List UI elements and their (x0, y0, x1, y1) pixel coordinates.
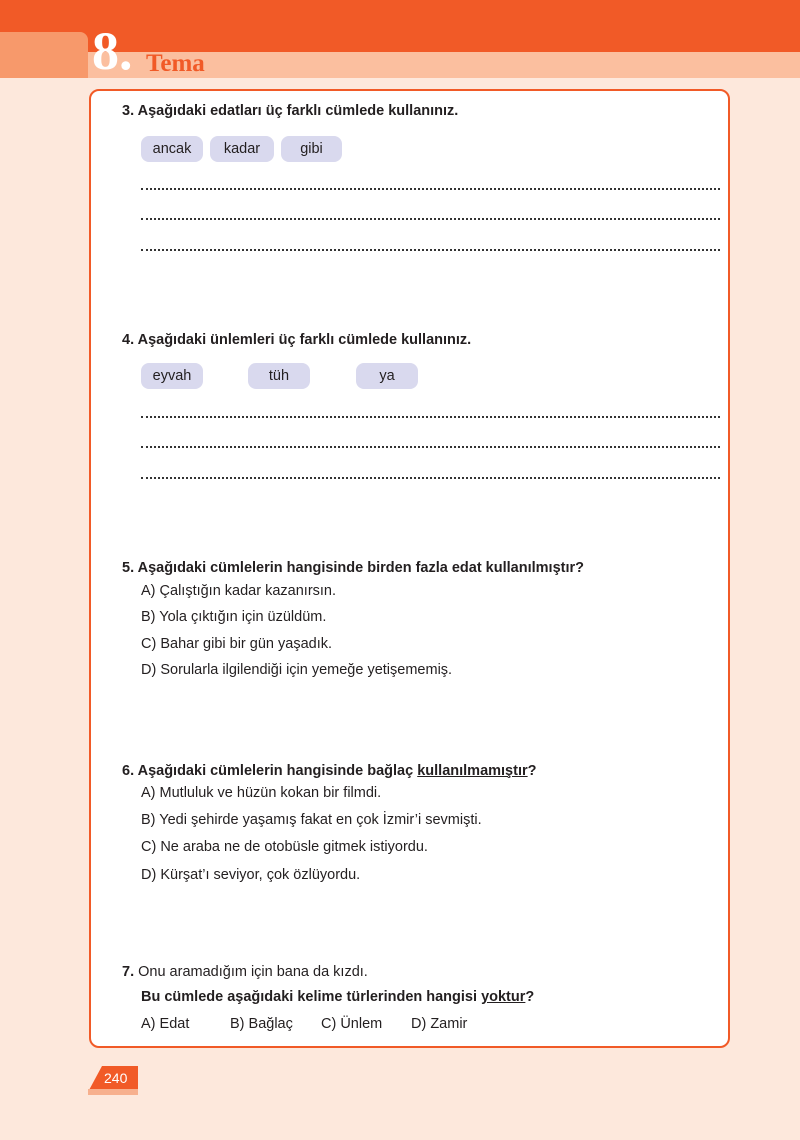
question-6-text: Aşağıdaki cümlelerin hangisinde bağlaç (137, 763, 418, 779)
question-7-number: 7. (122, 964, 135, 980)
option-d[interactable]: D) Zamir (411, 1016, 468, 1032)
option-b[interactable]: B) Bağlaç (230, 1016, 293, 1032)
option-b[interactable]: B) Yola çıktığın için üzüldüm. (141, 609, 327, 625)
chapter-tab (0, 32, 88, 78)
option-c[interactable]: C) Ne araba ne de otobüsle gitmek istiyordu. (141, 839, 428, 855)
answer-line[interactable] (141, 245, 720, 251)
question-5-text: Aşağıdaki cümlelerin hangisinde birden fazla edat kullanılmıştır? (137, 560, 584, 576)
chapter-title: Tema (146, 50, 205, 77)
question-7-prompt (141, 987, 534, 1007)
chip-tuh: tüh (248, 363, 310, 389)
question-4 (122, 330, 471, 350)
option-b[interactable]: B) Yedi şehirde yaşamış fakat en çok İzmir’i sevmişti. (141, 812, 482, 828)
answer-line[interactable] (141, 412, 720, 418)
question-3 (122, 101, 458, 121)
chapter-number: 8. (92, 21, 133, 81)
chip-ancak: ancak (141, 136, 203, 162)
question-6-mark: ? (527, 763, 537, 779)
question-7 (122, 962, 368, 982)
option-a[interactable]: A) Mutluluk ve hüzün kokan bir filmdi. (141, 785, 382, 801)
question-3-text: Aşağıdaki edatları üç farklı cümlede kullanınız. (137, 103, 459, 119)
question-7-emphasis: yoktur (481, 989, 526, 1005)
answer-line[interactable] (141, 473, 720, 479)
chip-kadar: kadar (210, 136, 274, 162)
page-number: 240 (104, 1070, 128, 1086)
chip-ya: ya (356, 363, 418, 389)
question-3-number: 3. (122, 103, 135, 119)
question-5 (122, 558, 584, 578)
chip-eyvah: eyvah (141, 363, 203, 389)
option-c[interactable]: C) Bahar gibi bir gün yaşadık. (141, 636, 333, 652)
page-number-shade (88, 1089, 138, 1095)
question-6-emphasis: kullanılmamıştır (417, 763, 528, 779)
question-6-number: 6. (122, 763, 135, 779)
option-a[interactable]: A) Çalıştığın kadar kazanırsın. (141, 583, 337, 599)
answer-line[interactable] (141, 214, 720, 220)
question-5-number: 5. (122, 560, 135, 576)
question-4-text: Aşağıdaki ünlemleri üç farklı cümlede kullanınız. (137, 332, 472, 348)
question-7-sentence: Onu aramadığım için bana da kızdı. (138, 964, 368, 980)
option-d[interactable]: D) Sorularla ilgilendiği için yemeğe yetişememiş. (141, 662, 453, 678)
option-d[interactable]: D) Kürşat’ı seviyor, çok özlüyordu. (141, 867, 361, 883)
option-c[interactable]: C) Ünlem (321, 1016, 383, 1032)
question-4-number: 4. (122, 332, 135, 348)
answer-line[interactable] (141, 442, 720, 448)
option-a[interactable]: A) Edat (141, 1016, 190, 1032)
question-6 (122, 761, 536, 781)
answer-line[interactable] (141, 184, 720, 190)
question-7-text: Bu cümlede aşağıdaki kelime türlerinden hangisi (141, 989, 482, 1005)
chip-gibi: gibi (281, 136, 342, 162)
question-7-mark: ? (525, 989, 535, 1005)
